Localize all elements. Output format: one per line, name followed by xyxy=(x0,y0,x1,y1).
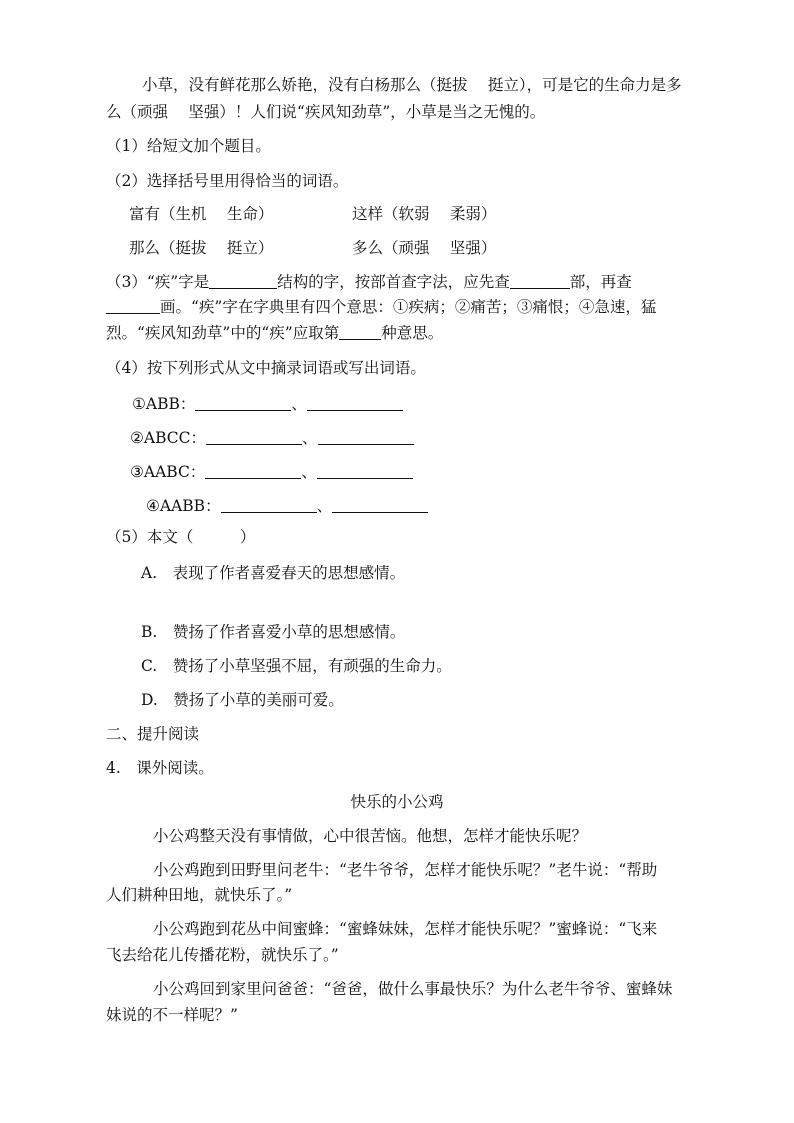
story-paragraph-3-line-1: 小公鸡跑到花丛中间蜜蜂：“蜜蜂妹妹，怎样才能快乐呢？”蜜蜂说：“飞来 xyxy=(153,920,658,938)
separator: 、 xyxy=(301,463,317,481)
answer-blank-radical[interactable] xyxy=(510,272,570,289)
question-4-stem: （4）按下列形式从文中摘录词语或写出词语。 xyxy=(106,359,426,377)
answer-blank-aabb-1[interactable] xyxy=(221,496,317,513)
passage-line-2: 么（顽强 坚强）！人们说“疾风知劲草”，小草是当之无愧的。 xyxy=(106,103,546,121)
question-2-option-2a: 那么（挺拔 挺立） xyxy=(129,239,274,257)
aabb-label: ④AABB： xyxy=(146,497,221,515)
aabc-label: ③AABC： xyxy=(130,463,206,481)
question-3-line-3 xyxy=(106,322,443,344)
separator: 、 xyxy=(316,497,333,515)
answer-blank-aabc-2[interactable] xyxy=(317,462,413,479)
story-paragraph-3-line-2: 飞去给花儿传播花粉，就快乐了。” xyxy=(106,946,339,964)
question-3-text-1: （3）“疾”字是 xyxy=(106,273,210,291)
question-3-line-1 xyxy=(106,271,632,293)
question-3-text-2: 结构的字，按部首查字法，应先查 xyxy=(277,273,510,291)
choice-d[interactable]: D. 赞扬了小草的美丽可爱。 xyxy=(141,691,344,709)
story-paragraph-2-line-1: 小公鸡跑到田野里问老牛：“老牛爷爷，怎样才能快乐呢？”老牛说：“帮助 xyxy=(153,861,658,879)
passage-line-1: 小草，没有鲜花那么娇艳，没有白杨那么（挺拔 挺立），可是它的生命力是多 xyxy=(142,76,682,94)
answer-blank-strokes[interactable] xyxy=(106,297,160,314)
question-3-line-2 xyxy=(106,296,656,318)
question-2-option-1a: 富有（生机 生命） xyxy=(129,205,274,223)
answer-blank-abb-2[interactable] xyxy=(307,394,403,411)
choice-c[interactable]: C. 赞扬了小草坚强不屈，有顽强的生命力。 xyxy=(141,657,452,675)
question-2-option-1b: 这样（软弱 柔弱） xyxy=(352,205,497,223)
section-heading: 二、提升阅读 xyxy=(106,725,200,743)
story-paragraph-4-line-2: 妹说的不一样呢？” xyxy=(106,1006,238,1024)
question-4-reading: 4. 课外阅读。 xyxy=(106,759,214,777)
question-4-abb-row xyxy=(132,393,403,415)
answer-blank-abb-1[interactable] xyxy=(195,394,291,411)
question-3-text-3: 部，再查 xyxy=(569,273,632,291)
answer-blank-meaning[interactable] xyxy=(339,323,381,340)
question-2-option-2b: 多么（顽强 坚强） xyxy=(352,239,497,257)
question-4-abcc-row xyxy=(130,427,414,449)
abcc-label: ②ABCC： xyxy=(130,429,206,447)
question-2-stem: （2）选择括号里用得恰当的词语。 xyxy=(106,172,349,190)
story-paragraph-2-line-2: 人们耕种田地，就快乐了。” xyxy=(106,886,293,904)
question-4-aabb-row xyxy=(146,495,428,517)
separator: 、 xyxy=(302,429,318,447)
story-paragraph-1: 小公鸡整天没有事情做，心中很苦恼。他想，怎样才能快乐呢？ xyxy=(153,827,588,845)
question-1: （1）给短文加个题目。 xyxy=(106,137,271,155)
answer-blank-abcc-1[interactable] xyxy=(206,428,302,445)
question-4-aabc-row xyxy=(130,461,413,483)
story-title: 快乐的小公鸡 xyxy=(350,793,444,811)
question-3-text-5: 烈。“疾风知劲草”中的“疾”应取第 xyxy=(106,324,340,342)
answer-blank-abcc-2[interactable] xyxy=(318,428,414,445)
choice-b[interactable]: B. 赞扬了作者喜爱小草的思想感情。 xyxy=(141,623,406,641)
question-3-text-4: 画。“疾”字在字典里有四个意思：①疾病；②痛苦；③痛恨；④急速，猛 xyxy=(160,298,657,316)
question-5-stem: （5）本文（ ） xyxy=(106,528,256,546)
answer-blank-structure[interactable] xyxy=(209,272,277,289)
choice-a[interactable]: A. 表现了作者喜爱春天的思想感情。 xyxy=(141,564,406,582)
question-3-text-6: 种意思。 xyxy=(381,324,444,342)
separator: 、 xyxy=(291,395,307,413)
story-paragraph-4-line-1: 小公鸡回到家里问爸爸：“爸爸，做什么事最快乐？为什么老牛爷爷、蜜蜂妹 xyxy=(153,980,673,998)
answer-blank-aabc-1[interactable] xyxy=(205,462,301,479)
answer-blank-aabb-2[interactable] xyxy=(332,496,428,513)
abb-label: ①ABB： xyxy=(132,395,196,413)
